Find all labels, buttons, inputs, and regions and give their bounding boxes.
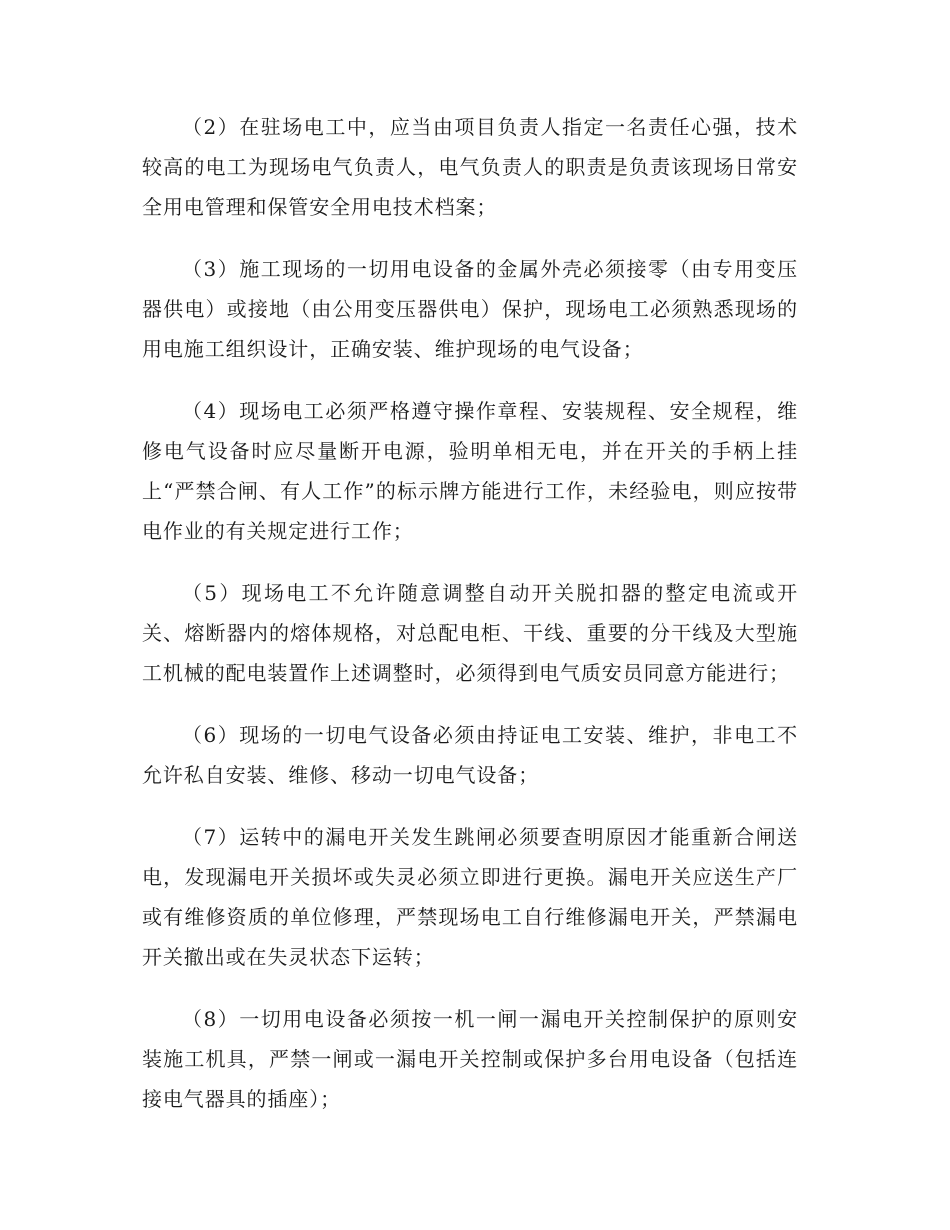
paragraph-4: （4）现场电工必须严格遵守操作章程、安装规程、安全规程，维修电气设备时应尽量断开电源，验明单相无电，并在开关的手柄上挂上“严禁合闸、有人工作”的标示牌方能进行工作，未经验电，则应按带电作业的有关规定进行工作； (142, 399, 798, 543)
paragraph-6: （6）现场的一切电气设备必须由持证电工安装、维护，非电工不允许私自安装、维修、移动一切电气设备； (142, 723, 798, 787)
document-body (142, 107, 798, 1141)
paragraph-2: （2）在驻场电工中，应当由项目负责人指定一名责任心强，技术较高的电工为现场电气负责人，电气负责人的职责是负责该现场日常安全用电管理和保管安全用电技术档案； (142, 115, 798, 219)
paragraph-5: （5）现场电工不允许随意调整自动开关脱扣器的整定电流或开关、熔断器内的熔体规格，对总配电柜、干线、重要的分干线及大型施工机械的配电装置作上述调整时，必须得到电气质安员同意方能进行； (142, 581, 798, 685)
paragraph-3: （3）施工现场的一切用电设备的金属外壳必须接零（由专用变压器供电）或接地（由公用变压器供电）保护，现场电工必须熟悉现场的用电施工组织设计，正确安装、维护现场的电气设备； (142, 257, 798, 361)
paragraph-8: （8）一切用电设备必须按一机一闸一漏电开关控制保护的原则安装施工机具，严禁一闸或一漏电开关控制或保护多台用电设备（包括连接电气器具的插座）； (142, 1007, 798, 1111)
paragraph-7: （7）运转中的漏电开关发生跳闸必须要查明原因才能重新合闸送电，发现漏电开关损坏或失灵必须立即进行更换。漏电开关应送生产厂或有维修资质的单位修理，严禁现场电工自行维修漏电开关，严禁漏电开关撤出或在失灵状态下运转； (142, 825, 798, 969)
